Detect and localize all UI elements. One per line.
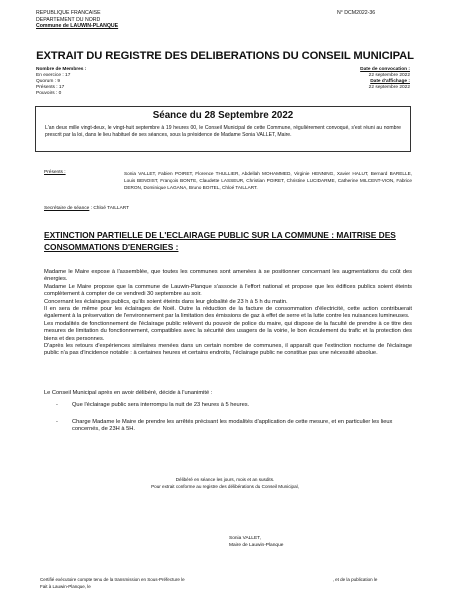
body-paragraph: Madame Le Maire propose que la commune de Lauwin-Planque s'associe à l'effort national et propose que les édifices publics soient éteints complètement à compter de ce vendredi 30 septembre au soir. — [44, 283, 412, 298]
decision-text: Que l'éclairage public sera interrompu la nuit de 23 heures à 5 heures. — [72, 402, 250, 408]
footer-line-1 — [40, 576, 420, 583]
decision-item — [56, 402, 412, 410]
body-paragraph: Concernant les éclairages publics, qu'ils soient éteints dans leur globalité de 23 h à 5 h du matin. — [44, 298, 288, 305]
signature-title: Maire de Lauwin-Planque — [229, 543, 284, 548]
signature-name: Sonia VALLET, — [229, 536, 261, 541]
body-paragraph: Les modalités de fonctionnement de l'éclairage public relèvent du pouvoir de police du maire, qui dispose de la faculté de prendre à ce titre des mesures de limitation du fonctionnement, compatibles avec la sécurité des usagers de la voirie, le bon écoulement du trafic et la protection des biens et des personnes. — [44, 320, 412, 342]
bullet-dash-icon: - — [56, 418, 58, 425]
secretaire-line — [44, 206, 129, 211]
affichage-date: 22 septembre 2022 — [368, 85, 410, 91]
secretaire-label: Secrétaire de séance — [44, 206, 90, 211]
subject-heading: EXTINCTION PARTIELLE DE L'ECLAIRAGE PUBLIC SUR LA COMMUNE : MAITRISE DES CONSOMMATIONS D'ENERGIES : — [44, 230, 396, 252]
closing-line-2: Pour extrait conforme au registre des délibérations du Conseil Municipal, — [151, 484, 299, 489]
header-line-commune: Commune de LAUWIN-PLANQUE — [36, 23, 119, 30]
counts-quorum: Quorum : 9 — [36, 79, 60, 85]
secretaire-value: : Chloé TAILLART — [89, 206, 130, 211]
seance-title: Séance du 28 Septembre 2022 — [152, 110, 294, 121]
presents-label: Présents : — [44, 170, 66, 175]
footer-line-2: Fait à Lauwin-Planque, le — [40, 584, 91, 589]
closing-statement — [0, 476, 450, 490]
header-line-department: DEPARTEMENT DU NORD — [36, 16, 101, 23]
body-paragraph: Il en sera de même pour les éclairages de Noël. Outre la réduction de la facture de consommation d'électricité, cette action contribuerait également à la préservation de l'environnement par la limitation des émissions de gaz à effet de serre et la lutte contre les nuisances lumineuses. — [44, 306, 412, 320]
meeting-dates — [360, 67, 410, 91]
counts-pouvoirs: Pouvoirs : 0 — [36, 91, 62, 97]
body-text — [44, 269, 412, 358]
affichage-label: Date d'affichage : — [370, 79, 410, 85]
seance-box — [35, 106, 411, 152]
footer-line-1a: Certifié exécutoire compte tenu de la transmission en Sous-Préfecture le — [40, 577, 185, 582]
header-organization — [36, 10, 118, 30]
closing-line-1: Délibéré en séance les jours, mois et an susdits. — [175, 477, 275, 482]
decision-text: Charge Madame le Maire de prendre les arrêtés précisant les modalités d'application de cette mesure, et en particulier les lieux concernés, de 23H à 5H. — [72, 418, 393, 433]
counts-presents: Présents : 17 — [36, 85, 65, 91]
certification-footer — [40, 576, 420, 590]
counts-exercice: En exercice : 17 — [36, 73, 71, 79]
footer-line-1b: , et de la publication le — [332, 577, 378, 582]
convocation-label: Date de convocation : — [360, 67, 410, 72]
decision-list — [56, 402, 412, 443]
page-title: EXTRAIT DU REGISTRE DES DELIBERATIONS DU CONSEIL MUNICIPAL — [36, 50, 414, 62]
bullet-dash-icon: - — [56, 402, 58, 408]
decision-item — [56, 419, 412, 434]
signature-block — [229, 535, 283, 549]
body-paragraph: D'après les retours d'expériences similaires menées dans un certain nombre de communes, il apparaît que l'extinction nocturne de l'éclairage public n'a pas d'incidence notable : à certaines heures et certains endroits, l'éclairage public ne constitue pas une nécessité absolue. — [44, 343, 412, 357]
document-number: N° DCM2022-36 — [337, 10, 376, 16]
decision-intro: Le Conseil Municipal après en avoir délibéré, décide à l'unanimité : — [44, 390, 213, 396]
body-paragraph: Madame le Maire expose à l'assemblée, que toutes les communes sont amenées à se positionner concernant les augmentations du coût des énergies. — [44, 269, 412, 283]
presents-list: Sonia VALLET, Fabien POIRET, Florence THULLIER, Abdellah MOHAMMED, Virginie HENNING, Xavier HALUT, Bernard BARELLE, Louis BENOIST, François BONTE, Claudette LASSEUR, Christian POIRET, Christine LUCIDARME, Catherine MILCENT-VION, Fabrice DERON, Dominique LAGANA, Bruno BOITEL, Chloé TAILLART. — [124, 171, 412, 191]
member-counts — [36, 67, 86, 97]
header-line-republic: REPUBLIQUE FRANCAISE — [36, 10, 101, 16]
counts-label: Nombre de Membres : — [36, 67, 87, 72]
convocation-date: 22 septembre 2022 — [368, 73, 410, 79]
seance-text: L'an deux mille vingt-deux, le vingt-huit septembre à 19 heures 00, le Conseil Municipal de cette Commune, régulièrement convoqué, s'est réuni au nombre prescrit par la loi, dans le lieu habituel de ses séances, sous la présidence de Madame Sonia VALLET, Maire. — [45, 125, 401, 139]
